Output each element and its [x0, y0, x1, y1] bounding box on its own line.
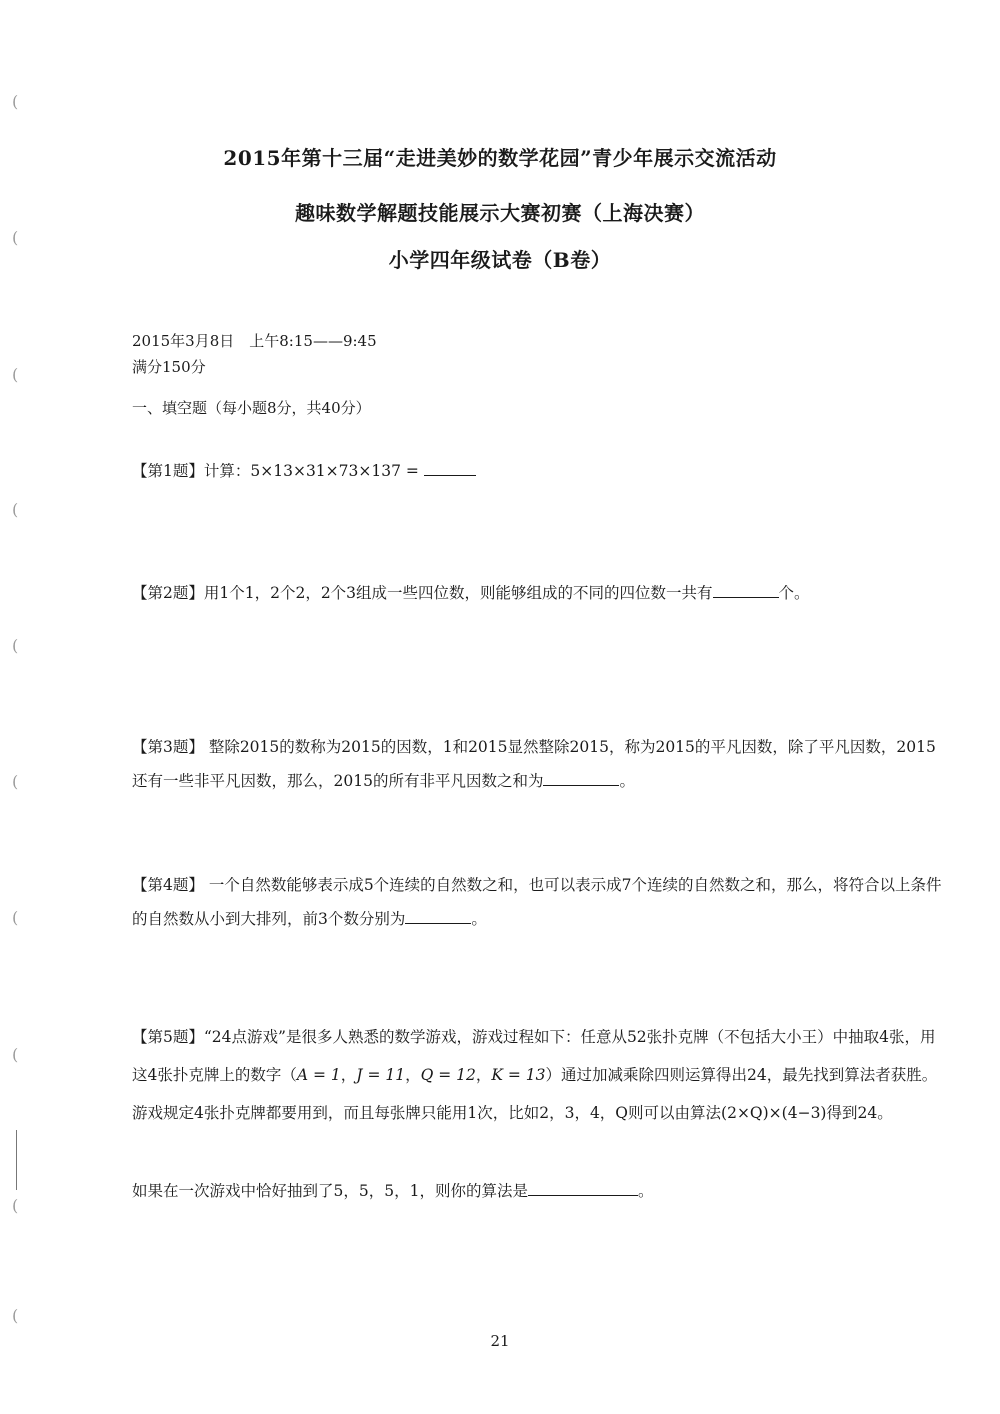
question-1-text: 计算：: [203, 462, 251, 480]
title-line-1: 2015年第十三届“走进美妙的数学花园”青少年展示交流活动: [223, 146, 777, 170]
question-2-tag: 【第2题】: [132, 584, 204, 602]
question-1: [132, 454, 942, 488]
question-1-tag: 【第1题】: [132, 462, 204, 480]
question-5-followup: [132, 1174, 942, 1208]
binding-mark: (: [12, 636, 19, 655]
question-3: [132, 730, 942, 798]
binding-mark: (: [12, 908, 19, 927]
question-5-tag: 【第5题】: [132, 1028, 204, 1046]
binding-mark: (: [12, 92, 19, 111]
binding-mark: (: [12, 1306, 19, 1325]
question-5-text-b: ）通过加减乘除四则运算得出24，最先找到算法者获胜。游戏规定4张扑克牌都要用到，而且每张牌只能用1次，比如2，3，4，Q则可以由算法: [132, 1066, 938, 1122]
question-5-text-a: “24点游戏”是很多人熟悉的数学游戏，游戏过程如下：任意从52张扑克牌（不包括大小王）中抽取4张，用这4张扑克牌上的数字（: [132, 1028, 936, 1084]
card-value-k: K = 13: [491, 1066, 546, 1084]
binding-mark: (: [12, 772, 19, 791]
question-2: [132, 576, 942, 610]
question-4-text: 一个自然数能够表示成5个连续的自然数之和，也可以表示成7个连续的自然数之和，那么，将符合以上条件的自然数从小到大排列，前3个数分别为: [132, 876, 942, 928]
card-value-q: Q = 12: [420, 1066, 476, 1084]
page-number: 21: [490, 1332, 510, 1350]
question-5-expression: (2×Q)×(4−3): [721, 1104, 827, 1122]
section-heading: 一、填空题（每小题8分，共40分）: [132, 399, 371, 417]
question-4: [132, 868, 942, 936]
question-5-line-2: 如果在一次游戏中恰好抽到了5，5，5，1，则你的算法是: [132, 1182, 528, 1200]
question-1-expression: 5×13×31×73×137 =: [250, 462, 419, 480]
card-value-j: J = 11: [356, 1066, 406, 1084]
title-line-3: 小学四年级试卷（B卷）: [388, 248, 612, 272]
binding-mark: (: [12, 365, 19, 384]
exam-full-score: 满分150分: [132, 358, 206, 376]
question-3-suffix: 。: [619, 772, 635, 790]
question-2-text: 用1个1，2个2，2个3组成一些四位数，则能够组成的不同的四位数一共有: [203, 584, 713, 602]
answer-blank[interactable]: [543, 767, 619, 786]
question-2-suffix: 个。: [778, 584, 810, 602]
binding-mark: (: [12, 1045, 19, 1064]
binding-line: [16, 1130, 19, 1190]
binding-mark: (: [12, 1196, 19, 1215]
exam-date-time: 2015年3月8日 上午8:15——9:45: [132, 332, 377, 350]
question-5-text-c: 得到24。: [826, 1104, 893, 1122]
question-4-suffix: 。: [471, 910, 487, 928]
answer-blank[interactable]: [424, 457, 476, 476]
card-value-a: A = 1: [296, 1066, 341, 1084]
question-5-suffix: 。: [637, 1182, 654, 1200]
title-line-2: 趣味数学解题技能展示大赛初赛（上海决赛）: [295, 201, 705, 225]
binding-mark: (: [12, 500, 19, 519]
answer-blank[interactable]: [405, 905, 471, 924]
answer-blank[interactable]: [528, 1177, 638, 1196]
binding-mark: (: [12, 228, 19, 247]
question-3-tag: 【第3题】: [132, 738, 204, 756]
question-3-text: 整除2015的数称为2015的因数，1和2015显然整除2015，称为2015的平凡因数，除了平凡因数，2015还有一些非平凡因数，那么，2015的所有非平凡因数之和为: [132, 738, 936, 790]
question-4-tag: 【第4题】: [132, 876, 204, 894]
question-5: 【第5题】“24点游戏”是很多人熟悉的数学游戏，游戏过程如下：任意从52张扑克牌（不包括大小王）中抽取4张，用这4张扑克牌上的数字（A = 1，J = 11，Q = 12，K = 13）通过加减乘除四则运算得出24，最先找到算法者获胜。游戏规定4张扑克牌都要用到，而且每张牌只能用1次，比如2，3，4，Q则可以由算法(2×Q)×(4−3)得到24。: [132, 1028, 938, 1122]
answer-blank[interactable]: [713, 579, 779, 598]
